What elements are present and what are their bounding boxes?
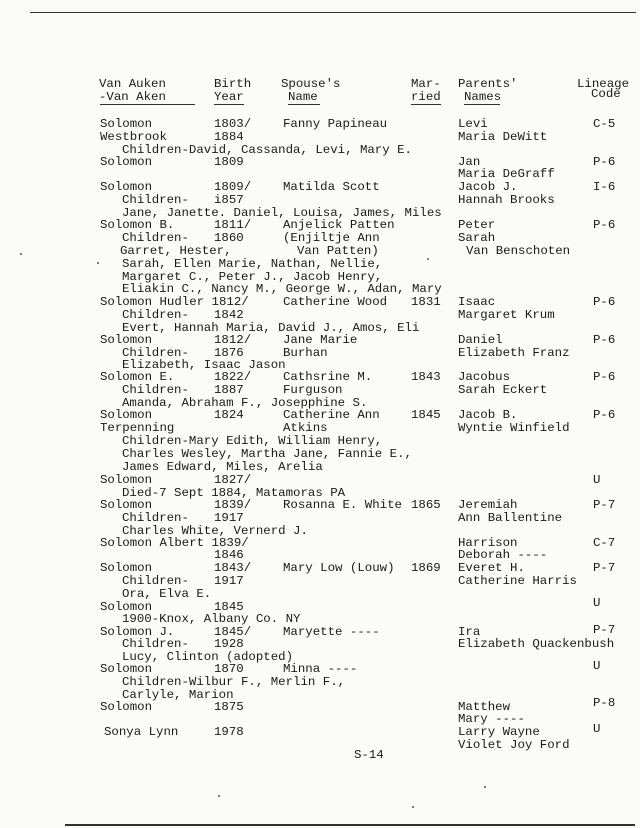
record-text: Sarah, Ellen Marie, Nathan, Nellie, xyxy=(122,257,383,271)
record-text: P-6 xyxy=(593,408,616,422)
header-birth: Birth xyxy=(214,77,252,91)
record-text: 1845 xyxy=(214,600,244,614)
record-text: 1846 xyxy=(214,548,244,562)
record-text: Children- xyxy=(122,637,189,651)
header-code: Code xyxy=(591,88,621,97)
record-text: 1809/ xyxy=(214,180,252,194)
scan-speck xyxy=(484,786,486,788)
record-text: 1978 xyxy=(214,725,244,739)
record-text: Catherine Wood xyxy=(283,295,388,309)
record-text: Jacob J. xyxy=(458,180,518,194)
record-text: Rosanna E. White xyxy=(283,498,402,512)
record-text: Van Patten) xyxy=(297,244,379,258)
record-text: Anjelick Patten xyxy=(283,218,395,232)
header-spouse: Spouse's xyxy=(281,77,341,91)
record-text: Amanda, Abraham F., Josepphine S. xyxy=(122,396,368,410)
record-text: Ira xyxy=(458,625,481,639)
bottom-rule xyxy=(65,824,635,826)
record-text: C-5 xyxy=(593,117,616,131)
record-text: I-6 xyxy=(593,180,616,194)
record-text: Burhan xyxy=(283,346,328,360)
record-text: Isaac xyxy=(458,295,496,309)
record-text: P-7 xyxy=(593,623,616,637)
record-text: 1928 xyxy=(214,637,244,651)
record-text: U xyxy=(593,473,601,487)
record-text: P-6 xyxy=(593,295,616,309)
record-text: 1869 xyxy=(411,561,441,575)
record-text: 1809 xyxy=(214,155,244,169)
record-text: Minna ---- xyxy=(283,662,358,676)
scan-speck xyxy=(20,253,22,255)
record-text: Children-Mary Edith, William Henry, xyxy=(122,434,383,448)
record-text: Levi xyxy=(458,117,488,131)
record-text: Everet H. xyxy=(458,561,525,575)
record-text: 1803/ xyxy=(214,117,252,131)
record-text: Charles White, Vernerd J. xyxy=(122,524,308,538)
record-text: U xyxy=(593,596,601,610)
record-text: Children- xyxy=(122,574,189,588)
record-text: Children- xyxy=(122,231,189,245)
record-text: Ann Ballentine xyxy=(458,511,563,525)
header-surname: Van Auken xyxy=(99,77,166,91)
record-text: Wyntie Winfield xyxy=(458,421,570,435)
scan-speck xyxy=(218,795,220,797)
record-text: P-6 xyxy=(593,370,616,384)
header-year: Year xyxy=(214,90,244,104)
record-text: Solomon xyxy=(100,408,153,422)
record-text: Jan xyxy=(458,155,481,169)
record-text: 1811/ xyxy=(214,218,252,232)
header-married-2: ried xyxy=(411,90,441,104)
record-text: 1824 xyxy=(214,408,244,422)
record-text: James Edward, Miles, Arelia xyxy=(122,460,323,474)
record-text: Matilda Scott xyxy=(283,180,380,194)
record-text: Solomon B. xyxy=(100,218,175,232)
scan-speck xyxy=(97,262,99,264)
record-text: 1900-Knox, Albany Co. NY xyxy=(122,612,301,626)
record-text: Maryette ---- xyxy=(283,625,380,639)
header-underline-4 xyxy=(411,104,441,105)
record-text: Children- xyxy=(122,383,189,397)
record-text: 1860 xyxy=(214,231,244,245)
record-text: P-8 xyxy=(593,696,616,710)
record-text: 1876 xyxy=(214,346,244,360)
page-number: S-14 xyxy=(354,748,384,762)
record-text: Eliakin C., Nancy M., George W., Adan, Mary xyxy=(122,282,442,296)
record-text: 1917 xyxy=(214,574,244,588)
header-lineage: Lineage xyxy=(577,77,630,91)
header-surname-variant: -Van Aken xyxy=(99,90,166,104)
header-underline-2 xyxy=(214,104,244,105)
top-rule xyxy=(30,12,636,13)
record-text: Mary ---- xyxy=(458,712,525,726)
header-underline-3 xyxy=(288,104,320,105)
header-underline-1 xyxy=(100,104,195,105)
record-text: Solomon xyxy=(100,333,153,347)
record-text: Maria DeGraff xyxy=(458,167,555,181)
record-text: Solomon J. xyxy=(100,625,175,639)
record-text: U xyxy=(593,722,601,736)
record-text: Children-Wilbur F., Merlin F., xyxy=(122,675,346,689)
record-text: Carlyle, Marion xyxy=(122,688,234,702)
record-text: Catherine Ann xyxy=(283,408,380,422)
record-text: Children- xyxy=(122,308,189,322)
record-text: U xyxy=(593,659,601,673)
record-text: Solomon Hudler 1812/ xyxy=(100,295,249,309)
record-text: Cathsrine M. xyxy=(283,370,373,384)
record-text: Lucy, Clinton (adopted) xyxy=(122,650,294,664)
header-married: Mar- xyxy=(411,77,441,91)
record-text: 1843/ xyxy=(214,561,252,575)
record-text: P-6 xyxy=(593,218,616,232)
record-text: (Enjiltje Ann xyxy=(283,231,380,245)
record-text: Charles Wesley, Martha Jane, Fannie E., xyxy=(122,447,412,461)
record-text: Deborah ---- xyxy=(458,548,548,562)
record-text: Evert, Hannah Maria, David J., Amos, Eli xyxy=(122,321,420,335)
record-text: 1865 xyxy=(411,498,441,512)
record-text: P-7 xyxy=(593,498,616,512)
record-text: Sarah xyxy=(458,231,496,245)
record-text: 1875 xyxy=(214,700,244,714)
record-text: Solomon xyxy=(100,561,153,575)
header-parents-names: Names xyxy=(464,90,502,104)
record-text: 1827/ xyxy=(214,473,252,487)
record-text: Jeremiah xyxy=(458,498,518,512)
record-text: Children- xyxy=(122,511,189,525)
record-text: Jane, Janette. Daniel, Louisa, James, Miles xyxy=(122,206,442,220)
record-text: Solomon xyxy=(100,117,153,131)
record-text: Larry Wayne xyxy=(458,725,540,739)
record-text: Solomon xyxy=(100,180,153,194)
header-underline-5 xyxy=(464,104,500,105)
record-text: Catherine Harris xyxy=(458,574,577,588)
record-text: Solomon xyxy=(100,155,153,169)
record-text: Hannah Brooks xyxy=(458,193,555,207)
record-text: 1831 xyxy=(411,295,441,309)
record-text: 1884 xyxy=(214,130,244,144)
record-text: 1839/ xyxy=(214,498,252,512)
scan-speck xyxy=(427,258,429,260)
record-text: Margaret C., Peter J., Jacob Henry, xyxy=(122,270,383,284)
record-text: Garret, Hester, xyxy=(120,244,232,258)
record-text: Westbrook xyxy=(100,130,167,144)
record-text: 1843 xyxy=(411,370,441,384)
record-text: Van Benschoten xyxy=(466,244,571,258)
record-text: Solomon Albert 1839/ xyxy=(100,536,249,550)
record-text: Solomon xyxy=(100,700,153,714)
record-text: Elizabeth, Isaac Jason xyxy=(122,358,286,372)
record-text: Solomon xyxy=(100,600,153,614)
record-text: Matthew xyxy=(458,700,511,714)
record-text: Solomon xyxy=(100,473,153,487)
record-text: Violet Joy Ford xyxy=(458,738,570,752)
record-text: 1887 xyxy=(214,383,244,397)
record-text: 1812/ xyxy=(214,333,252,347)
record-text: 1822/ xyxy=(214,370,252,384)
record-text: 1845/ xyxy=(214,625,252,639)
record-text: P-6 xyxy=(593,333,616,347)
record-text: 1842 xyxy=(214,308,244,322)
record-text: Children- xyxy=(122,346,189,360)
record-text: Harrison xyxy=(458,536,518,550)
record-text: Solomon xyxy=(100,662,153,676)
record-text: Fanny Papineau xyxy=(283,117,388,131)
record-text: Solomon xyxy=(100,498,153,512)
record-text: Sonya Lynn xyxy=(104,725,179,739)
header-spouse-name: Name xyxy=(288,90,318,104)
record-text: Mary Low (Louw) xyxy=(283,561,395,575)
scan-speck xyxy=(412,806,414,808)
record-text: Jacobus xyxy=(458,370,511,384)
record-text: i857 xyxy=(214,193,244,207)
record-text: Ora, Elva E. xyxy=(122,587,212,601)
record-text: 1870 xyxy=(214,662,244,676)
record-text: Elizabeth Quackenbush xyxy=(458,637,615,651)
record-text: P-6 xyxy=(593,155,616,169)
record-text: 1917 xyxy=(214,511,244,525)
record-text: Jane Marie xyxy=(283,333,358,347)
record-text: C-7 xyxy=(593,536,616,550)
record-text: Peter xyxy=(458,218,496,232)
record-text: Maria DeWitt xyxy=(458,130,548,144)
record-text: Daniel xyxy=(458,333,503,347)
record-text: Jacob B. xyxy=(458,408,518,422)
record-text: Atkins xyxy=(283,421,328,435)
header-parents: Parents' xyxy=(458,77,518,91)
record-text: Solomon E. xyxy=(100,370,175,384)
record-text: Children- xyxy=(122,193,189,207)
record-text: Died-7 Sept 1884, Matamoras PA xyxy=(122,486,346,500)
record-text: Margaret Krum xyxy=(458,308,555,322)
record-text: Sarah Eckert xyxy=(458,383,548,397)
record-text: Elizabeth Franz xyxy=(458,346,570,360)
record-text: 1845 xyxy=(411,408,441,422)
record-text: Furguson xyxy=(283,383,343,397)
record-text: P-7 xyxy=(593,561,616,575)
record-text: Children-David, Cassanda, Levi, Mary E. xyxy=(122,143,412,157)
record-text: Terpenning xyxy=(100,421,175,435)
